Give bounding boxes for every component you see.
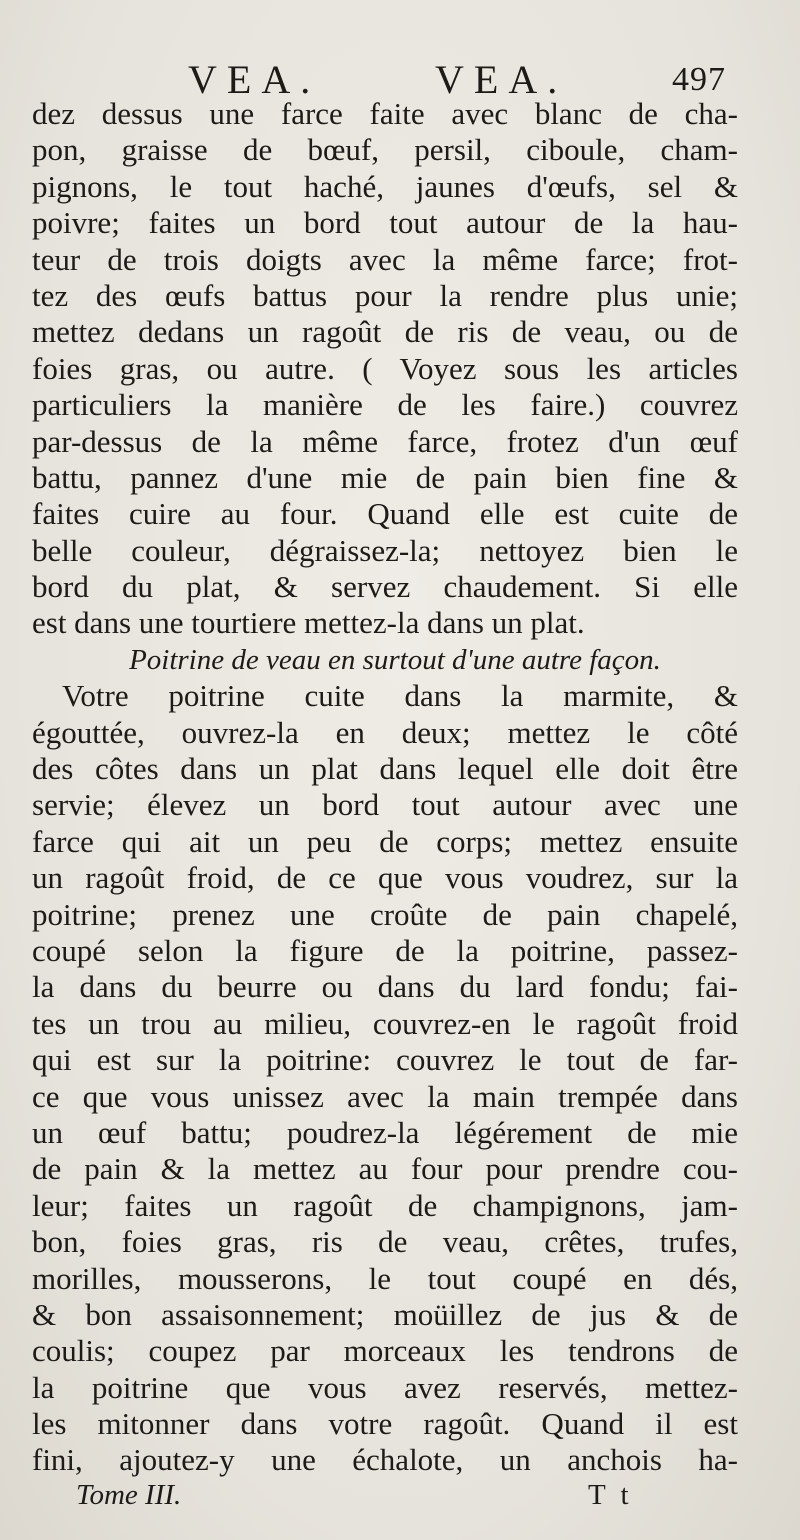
text-line: poitrine; prenez une croûte de pain chapelé, <box>32 896 738 932</box>
text-line: morilles, mousserons, le tout coupé en dés, <box>32 1260 738 1296</box>
text-line: mettez dedans un ragoût de ris de veau, ou de <box>32 314 738 350</box>
text-line: de pain & la mettez au four pour prendre cou- <box>32 1151 738 1187</box>
text-line: pignons, le tout haché, jaunes d'œufs, sel & <box>32 168 738 204</box>
text-line: Votre poitrine cuite dans la marmite, & <box>62 678 738 714</box>
text-line: la dans du beurre ou dans du lard fondu; fai- <box>32 969 738 1005</box>
text-line: farce qui ait un peu de corps; mettez ensuite <box>32 823 738 859</box>
text-line: bord du plat, & servez chaudement. Si elle <box>32 569 738 605</box>
text-line: battu, pannez d'une mie de pain bien fine & <box>32 459 738 495</box>
text-line: leur; faites un ragoût de champignons, jam- <box>32 1187 738 1223</box>
text-line: servie; élevez un bord tout autour avec une <box>32 787 738 823</box>
text-line: la poitrine que vous avez reservés, mettez- <box>32 1369 738 1405</box>
text-line: qui est sur la poitrine: couvrez le tout de far- <box>32 1042 738 1078</box>
text-line: tez des œufs battus pour la rendre plus unie; <box>32 277 738 313</box>
text-line: les mitonner dans votre ragoût. Quand il est <box>32 1406 738 1442</box>
text-line: foies gras, ou autre. ( Voyez sous les articles <box>32 350 738 386</box>
text-line: pon, graisse de bœuf, persil, ciboule, cham- <box>32 132 738 168</box>
page-body <box>32 96 738 1479</box>
text-line: belle couleur, dégraissez-la; nettoyez bien le <box>32 532 738 568</box>
text-line: particuliers la manière de les faire.) couvrez <box>32 387 738 423</box>
text-line: faites cuire au four. Quand elle est cuite de <box>32 496 738 532</box>
text-line: tes un trou au milieu, couvrez-en le ragoût froid <box>32 1005 738 1041</box>
text-line: ce que vous unissez avec la main trempée dans <box>32 1078 738 1114</box>
signature-mark: T t <box>588 1479 633 1511</box>
text-line: un ragoût froid, de ce que vous voudrez, sur la <box>32 860 738 896</box>
text-line: des côtes dans un plat dans lequel elle doit être <box>32 751 738 787</box>
text-line: bon, foies gras, ris de veau, crêtes, trufes, <box>32 1224 738 1260</box>
text-line: teur de trois doigts avec la même farce; frot- <box>32 241 738 277</box>
page-footer <box>0 1475 800 1515</box>
page-number: 497 <box>672 61 726 98</box>
text-line: dez dessus une farce faite avec blanc de cha- <box>32 96 738 131</box>
text-line: un œuf battu; poudrez-la légérement de mie <box>32 1114 738 1150</box>
header-left-word: VEA. <box>188 57 321 102</box>
text-line: égouttée, ouvrez-la en deux; mettez le côté <box>32 714 738 750</box>
volume-label: Tome III. <box>76 1479 182 1511</box>
text-line: par-dessus de la même farce, frotez d'un œuf <box>32 423 738 459</box>
text-line: est dans une tourtiere mettez-la dans un plat. <box>32 605 585 641</box>
text-line: coulis; coupez par morceaux les tendrons de <box>32 1333 738 1369</box>
section-heading: Poitrine de veau en surtout d'une autre façon. <box>129 643 661 676</box>
text-line: fini, ajoutez-y une échalote, un anchois ha- <box>32 1442 738 1478</box>
text-line: & bon assaisonnement; moüillez de jus & de <box>32 1296 738 1332</box>
header-right-word: VEA. <box>435 57 568 102</box>
text-line: coupé selon la figure de la poitrine, passez- <box>32 932 738 968</box>
text-line: poivre; faites un bord tout autour de la hau- <box>32 205 738 241</box>
